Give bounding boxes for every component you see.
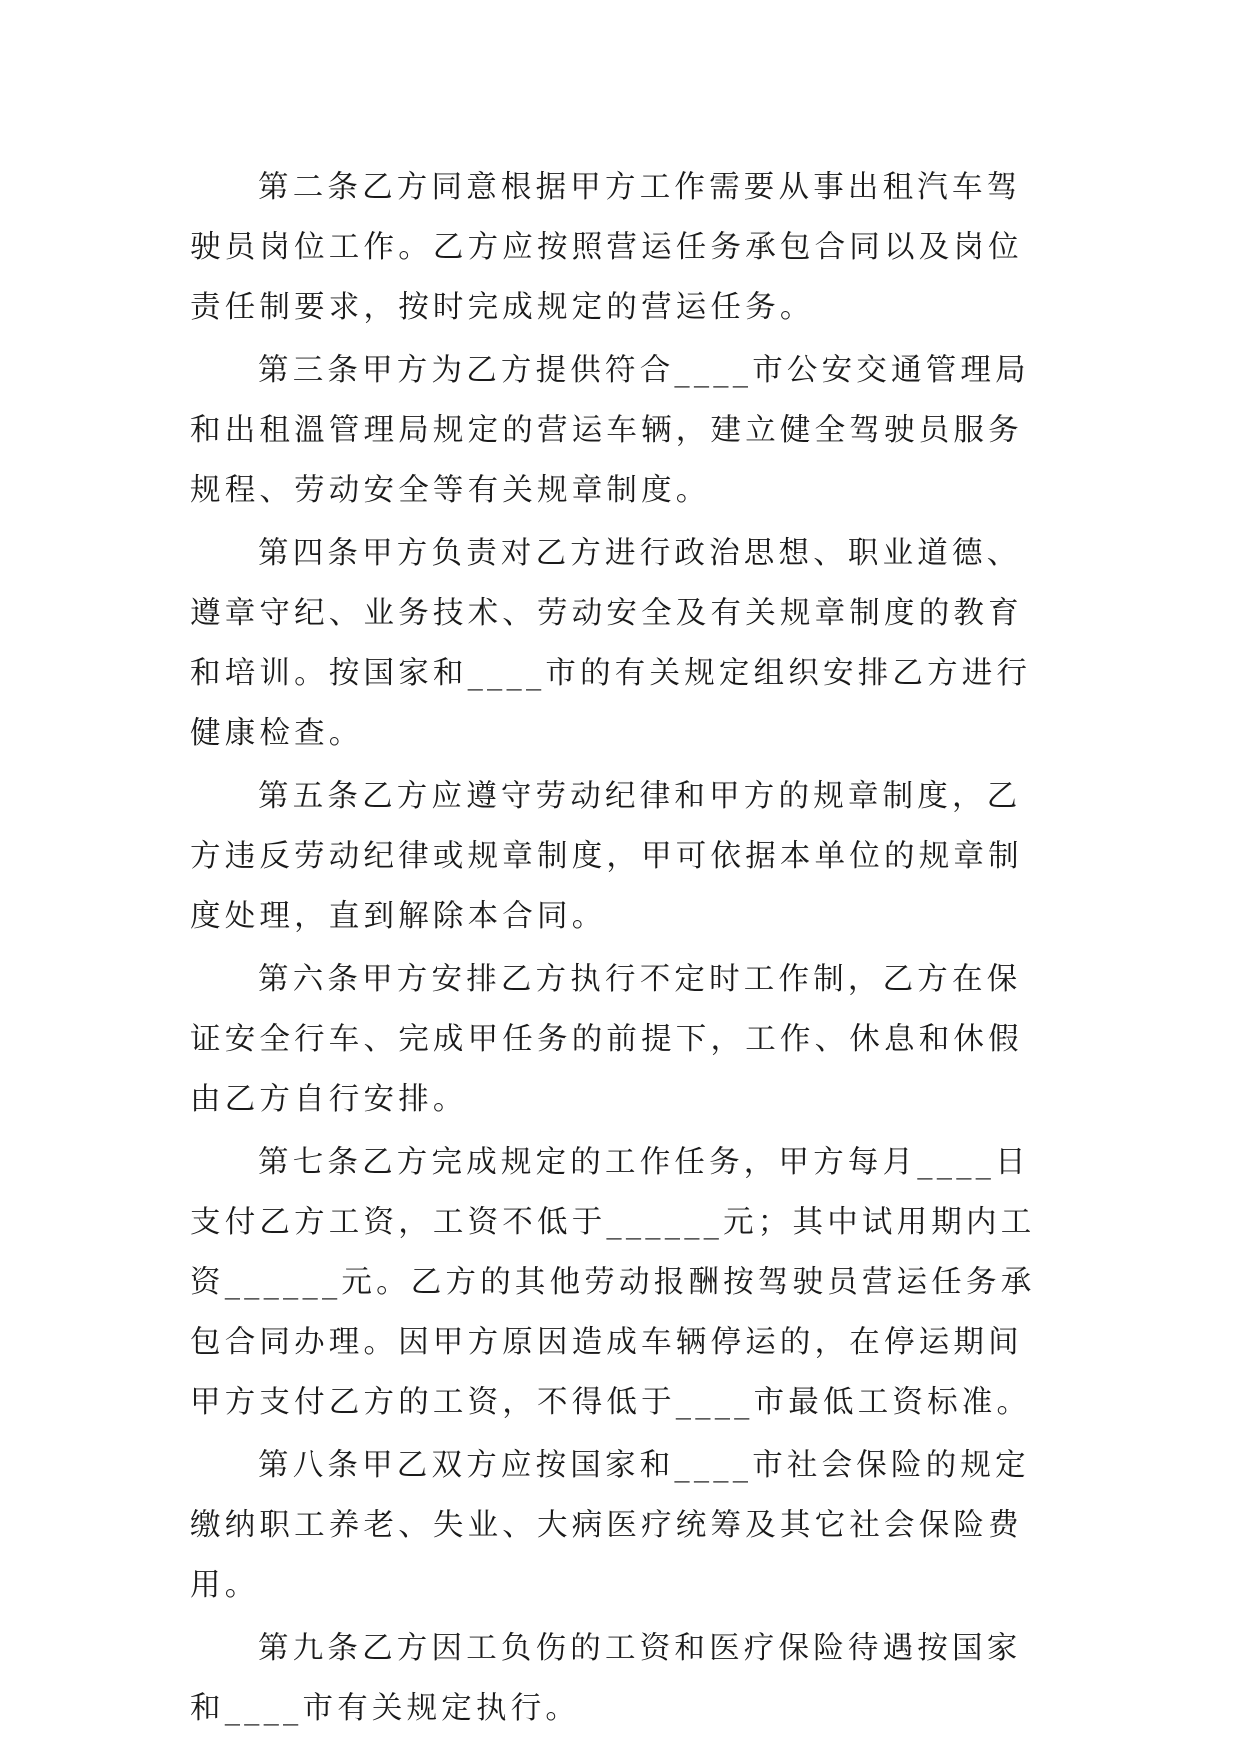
article-4-paragraph: 第四条甲方负责对乙方进行政治思想、职业道德、遵章守纪、业务技术、劳动安全及有关规章制度的教育和培训。按国家和____市的有关规定组织安排乙方进行健康检查。 [190, 536, 1032, 751]
article-2-paragraph: 第二条乙方同意根据甲方工作需要从事出租汽车驾驶员岗位工作。乙方应按照营运任务承包合同以及岗位责任制要求，按时完成规定的营运任务。 [190, 170, 1023, 325]
article-8-paragraph: 第八条甲乙双方应按国家和____市社会保险的规定缴纳职工养老、失业、大病医疗统筹及其它社会保险费用。 [190, 1448, 1030, 1603]
article-3-paragraph: 第三条甲方为乙方提供符合____市公安交通管理局和出租溫管理局规定的营运车辆，建立健全驾驶员服务规程、劳动安全等有关规章制度。 [190, 353, 1030, 508]
article-7-paragraph: 第七条乙方完成规定的工作任务，甲方每月____日支付乙方工资，工资不低于______元；其中试用期内工资______元。乙方的其他劳动报酬按驾驶员营运任务承包合同办理。因甲方原因造成车辆停运的，在停运期间甲方支付乙方的工资，不得低于____市最低工资标准。 [190, 1145, 1036, 1420]
article-9-paragraph: 第九条乙方因工负伤的工资和医疗保险待遇按国家和____市有关规定执行。 [190, 1631, 1022, 1726]
article-5-paragraph: 第五条乙方应遵守劳动纪律和甲方的规章制度，乙方违反劳动纪律或规章制度，甲可依据本单位的规章制度处理，直到解除本合同。 [190, 779, 1023, 934]
article-6-paragraph: 第六条甲方安排乙方执行不定时工作制，乙方在保证安全行车、完成甲任务的前提下，工作、休息和休假由乙方自行安排。 [190, 962, 1023, 1117]
contract-body [190, 158, 1050, 1742]
